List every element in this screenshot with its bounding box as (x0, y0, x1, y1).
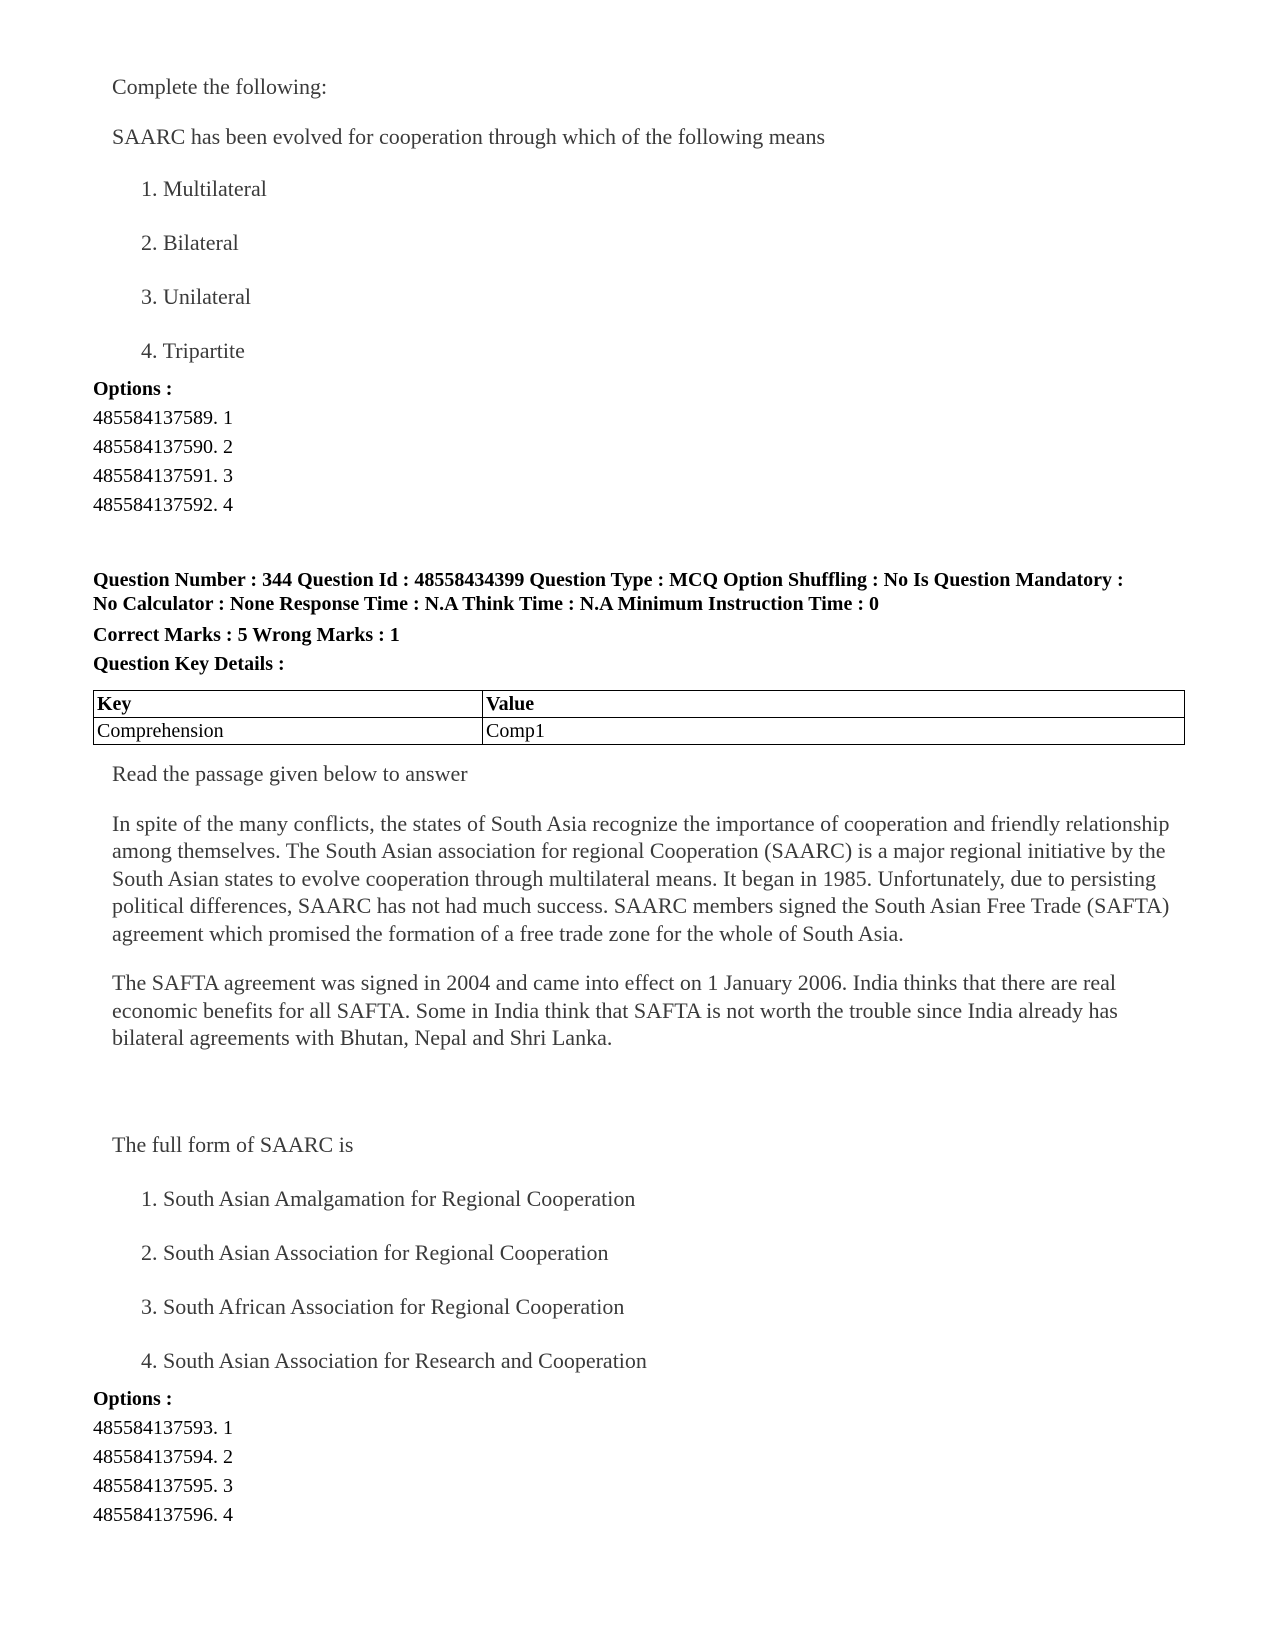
option-line: 485584137590. 2 (93, 436, 233, 458)
choice-item: 3. Unilateral (141, 284, 251, 309)
question-meta-line: Question Number : 344 Question Id : 48558434399 Question Type : MCQ Option Shuffling : No Is Question Mandatory : (93, 569, 1124, 591)
question-meta-line: No Calculator : None Response Time : N.A Think Time : N.A Minimum Instruction Time : 0 (93, 593, 879, 615)
options-label: Options : (93, 378, 173, 400)
question-choices (112, 174, 825, 390)
passage-image (112, 760, 1172, 1074)
choice-item: 4. Tripartite (141, 338, 245, 363)
choice-item: 2. South Asian Association for Regional Cooperation (141, 1240, 609, 1265)
marks-line: Correct Marks : 5 Wrong Marks : 1 (93, 624, 400, 646)
option-line: 485584137591. 3 (93, 465, 233, 487)
question-meta (93, 568, 1203, 616)
options-block-2 (93, 1385, 233, 1530)
question-stem: SAARC has been evolved for cooperation through which of the following means (112, 124, 826, 149)
choice-item: 3. South African Association for Regional Cooperation (141, 1294, 625, 1319)
option-line: 485584137594. 2 (93, 1446, 233, 1468)
choice-item: 1. South Asian Amalgamation for Regional Cooperation (141, 1186, 636, 1211)
options-block-1 (93, 375, 233, 520)
option-line: 485584137595. 3 (93, 1475, 233, 1497)
table-header-row (94, 691, 1185, 718)
question-stem: The full form of SAARC is (112, 1132, 354, 1157)
choice-item: 4. South Asian Association for Research and Cooperation (141, 1348, 647, 1373)
choice-item: 1. Multilateral (141, 176, 267, 201)
key-details-table (93, 690, 1185, 745)
table-header-cell: Value (483, 691, 1185, 718)
question-choices (112, 1184, 647, 1400)
key-details-label: Question Key Details : (93, 653, 285, 675)
passage-paragraph: In spite of the many conflicts, the states of South Asia recognize the importance of cooperation and friendly relationship among themselves. The South Asian association for regional Cooperation (SAARC) is a major regional initiative by the South Asian states to evolve cooperation through multilateral means. It began in 1985. Unfortunately, due to persisting political differences, SAARC has not had much success. SAARC members signed the South Asian Free Trade (SAFTA) agreement which promised the formation of a free trade zone for the whole of South Asia. (112, 810, 1170, 946)
question-instruction: Complete the following: (112, 74, 328, 99)
option-line: 485584137596. 4 (93, 1504, 233, 1526)
option-line: 485584137589. 1 (93, 407, 233, 429)
choice-item: 2. Bilateral (141, 230, 239, 255)
table-header-cell: Key (94, 691, 483, 718)
question-image-1 (112, 72, 825, 390)
table-cell: Comprehension (94, 718, 483, 745)
passage-intro: Read the passage given below to answer (112, 761, 468, 786)
option-line: 485584137592. 4 (93, 494, 233, 516)
question-image-2 (112, 1130, 647, 1400)
passage-paragraph: The SAFTA agreement was signed in 2004 and came into effect on 1 January 2006. India thinks that there are real economic benefits for all SAFTA. Some in India think that SAFTA is not worth the trouble since India already has bilateral agreements with Bhutan, Nepal and Shri Lanka. (112, 970, 1118, 1050)
table-row (94, 718, 1185, 745)
option-line: 485584137593. 1 (93, 1417, 233, 1439)
options-label: Options : (93, 1388, 173, 1410)
table-cell: Comp1 (483, 718, 1185, 745)
